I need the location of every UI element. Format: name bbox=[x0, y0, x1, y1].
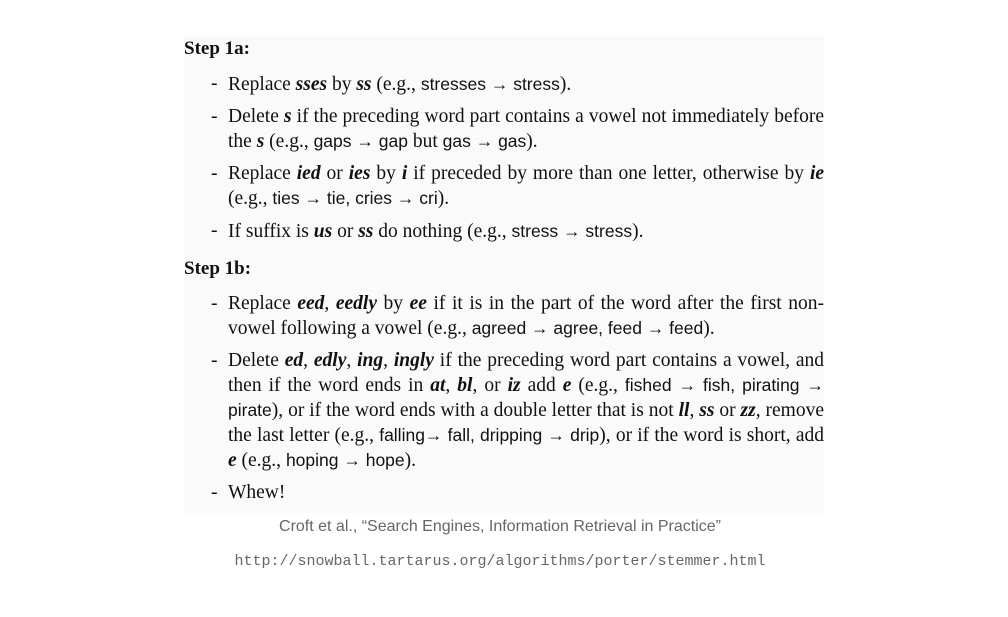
step-1a-list bbox=[184, 72, 824, 244]
step-1a-item-2: - Delete s if the preceding word part contains a vowel not immediately before the s (e.g., gaps → gap but gas → gas). bbox=[184, 105, 824, 154]
step-1b-heading: Step 1b: bbox=[184, 258, 252, 279]
step-1b-item-3: - Whew! bbox=[184, 481, 824, 505]
step-1b-item-1: - Replace eed, eedly by ee if it is in the part of the word after the first non-vowel following a vowel (e.g., agreed → agree, feed → feed). bbox=[184, 292, 824, 341]
step-1a-item-1: - Replace sses by ss (e.g., stresses → stress). bbox=[184, 72, 824, 97]
step-1a-item-3: - Replace ied or ies by i if preceded by more than one letter, otherwise by ie (e.g., ties → tie, cries → cri). bbox=[184, 162, 824, 211]
step-1b-item-2: - Delete ed, edly, ing, ingly if the preceding word part contains a vowel, and then if the word ends in at, bl, or iz add e (e.g., fished → fish, pirating → pirate), or if the word ends with a double letter that is not ll, ss or zz, remove the last letter (e.g., falling→ fall, dripping → drip), or if the word is short, add e (e.g., hoping → hope). bbox=[184, 349, 824, 473]
step-1a-heading: Step 1a: bbox=[184, 38, 250, 59]
reference-url: http://snowball.tartarus.org/algorithms/porter/stemmer.html bbox=[234, 553, 766, 570]
content-panel bbox=[184, 36, 824, 513]
step-1a-item-4: - If suffix is us or ss do nothing (e.g., stress → stress). bbox=[184, 219, 824, 244]
step-1b-list bbox=[184, 292, 824, 505]
citation: Croft et al., “Search Engines, Information Retrieval in Practice” bbox=[279, 518, 721, 535]
